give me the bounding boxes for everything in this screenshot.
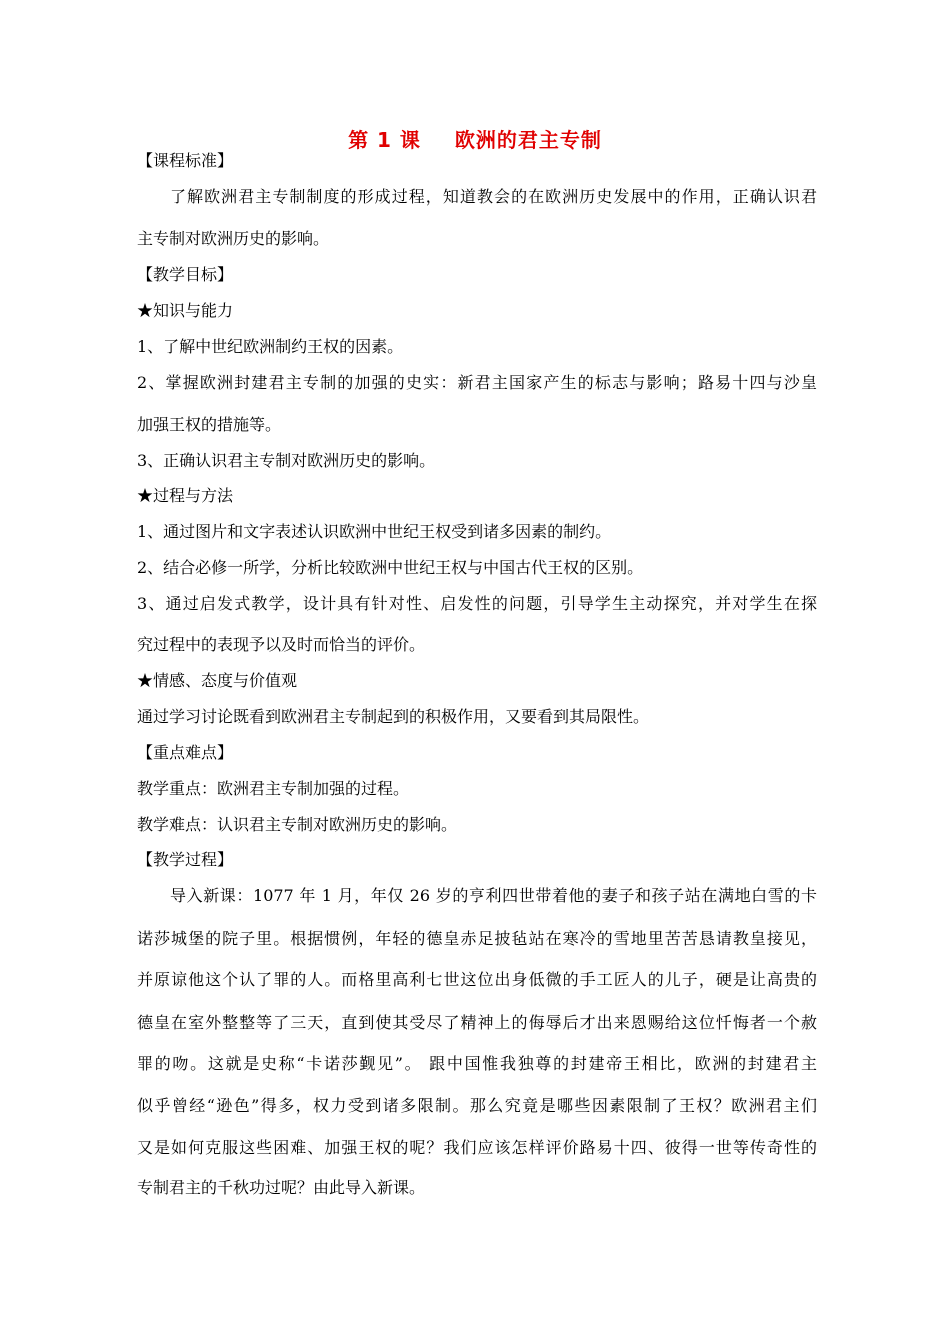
paragraph-line: 似乎曾经“逊色”得多，权力受到诸多限制。那么究竟是哪些因素限制了王权？欧洲君主们 — [137, 1096, 817, 1115]
paragraph-line: 德皇在室外整整等了三天，直到使其受尽了精神上的侮辱后才出来恩赐给这位忏悔者一个赦 — [137, 1013, 817, 1032]
list-item: 2、掌握欧洲封建君主专制的加强的史实：新君主国家产生的标志与影响；路易十四与沙皇 — [137, 373, 817, 392]
paragraph-line: 并原谅他这个认了罪的人。而格里高利七世这位出身低微的手工匠人的儿子，硬是让高贵的 — [137, 970, 817, 989]
subheading-knowledge: ★知识与能力 — [137, 301, 234, 320]
subheading-process: ★过程与方法 — [137, 486, 234, 505]
section-heading-objectives: 【教学目标】 — [137, 265, 234, 284]
paragraph-line: 主专制对欧洲历史的影响。 — [137, 229, 330, 248]
paragraph-line: 专制君主的千秋功过呢？由此导入新课。 — [137, 1178, 426, 1197]
lesson-title — [0, 124, 950, 153]
paragraph-line: 诺莎城堡的院子里。根据惯例，年轻的德皇赤足披毡站在寒冷的雪地里苦苦恳请教皇接见， — [137, 929, 817, 948]
paragraph-line: 通过学习讨论既看到欧洲君主专制起到的积极作用，又要看到其局限性。 — [137, 707, 650, 726]
list-item: 1、了解中世纪欧洲制约王权的因素。 — [137, 337, 404, 356]
paragraph-line: 教学重点：欧洲君主专制加强的过程。 — [137, 779, 410, 798]
list-item-continuation: 加强王权的措施等。 — [137, 415, 282, 434]
section-heading-process: 【教学过程】 — [137, 850, 234, 869]
paragraph-line: 罪的吻。这就是史称“卡诺莎觐见”。 跟中国惟我独尊的封建帝王相比，欧洲的封建君主 — [137, 1054, 817, 1073]
list-item: 3、通过启发式教学，设计具有针对性、启发性的问题，引导学生主动探究，并对学生在探 — [137, 594, 817, 613]
list-item: 2、结合必修一所学，分析比较欧洲中世纪王权与中国古代王权的区别。 — [137, 558, 644, 577]
section-heading-keypoints: 【重点难点】 — [137, 743, 234, 762]
lesson-name: 欧洲的君主专制 — [454, 128, 602, 152]
paragraph-line: 又是如何克服这些困难、加强王权的呢？我们应该怎样评价路易十四、彼得一世等传奇性的 — [137, 1138, 817, 1157]
paragraph-line: 教学难点：认识君主专制对欧洲历史的影响。 — [137, 815, 458, 834]
paragraph-line: 了解欧洲君主专制制度的形成过程，知道教会的在欧洲历史发展中的作用，正确认识君 — [170, 187, 817, 206]
subheading-emotion: ★情感、态度与价值观 — [137, 671, 298, 690]
list-item: 3、正确认识君主专制对欧洲历史的影响。 — [137, 451, 436, 470]
paragraph-line: 导入新课：1077 年 1 月，年仅 26 岁的亨利四世带着他的妻子和孩子站在满地白雪的卡 — [170, 886, 817, 905]
list-item: 1、通过图片和文字表述认识欧洲中世纪王权受到诸多因素的制约。 — [137, 522, 612, 541]
list-item-continuation: 究过程中的表现予以及时而恰当的评价。 — [137, 635, 426, 654]
section-heading-curriculum: 【课程标准】 — [137, 151, 234, 170]
lesson-number: 第 1 课 — [348, 128, 421, 152]
